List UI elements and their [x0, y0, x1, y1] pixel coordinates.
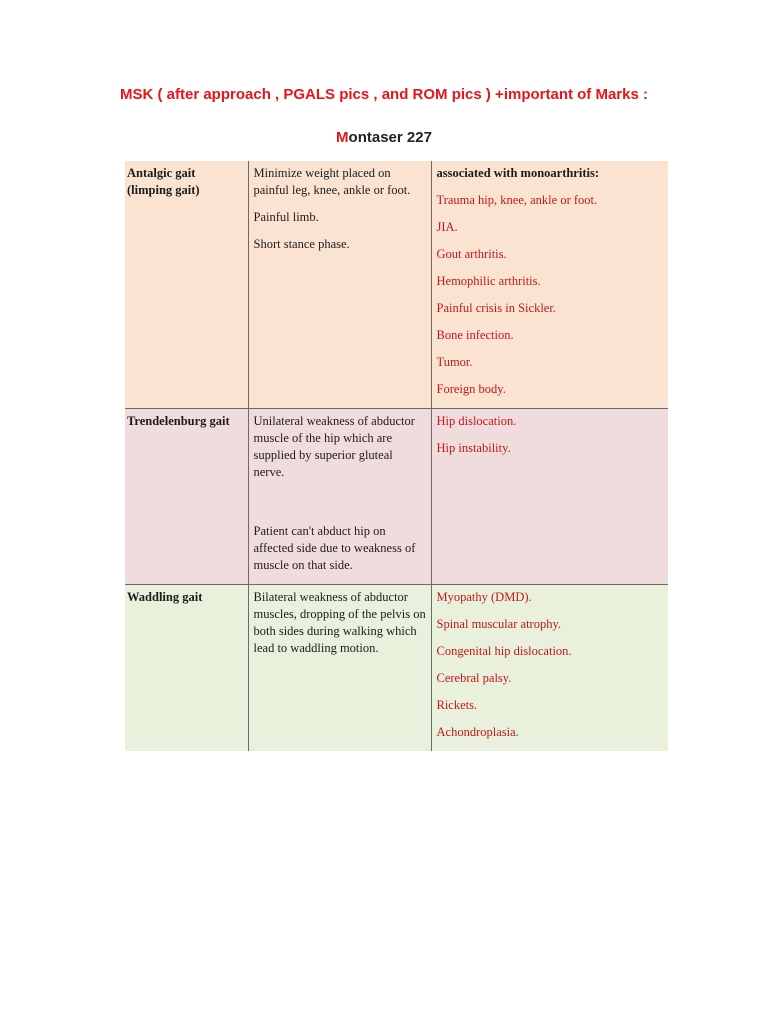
spacer: [254, 491, 427, 523]
cause-item: Foreign body.: [436, 382, 506, 396]
causes-cell: [431, 585, 668, 752]
cause-item: Bone infection.: [436, 328, 514, 342]
cause-item: Hip dislocation.: [436, 414, 517, 428]
cause-item: Trauma hip, knee, ankle or foot.: [436, 193, 598, 207]
cause-item: Achondroplasia.: [436, 725, 519, 739]
description-text: Unilateral weakness of abductor muscle of the hip which are supplied by superior gluteal nerve.: [253, 414, 415, 479]
description-cell: [248, 161, 431, 409]
gait-name-cell: [125, 585, 248, 752]
description-cell: [248, 409, 431, 585]
gait-name: Trendelenburg gait: [127, 414, 230, 428]
cause-item: Congenital hip dislocation.: [436, 644, 572, 658]
cause-item: Spinal muscular atrophy.: [436, 617, 562, 631]
cause-item: Myopathy (DMD).: [436, 590, 532, 604]
subtitle-rest: ontaser 227: [348, 129, 432, 146]
subtitle-first-letter: M: [336, 129, 349, 146]
cause-item: Hip instability.: [436, 441, 511, 455]
cause-item: Hemophilic arthritis.: [436, 274, 541, 288]
gait-name: Antalgic gait (limping gait): [127, 166, 200, 197]
gait-name-cell: [125, 161, 248, 409]
description-text: Minimize weight placed on painful leg, knee, ankle or foot.: [253, 166, 411, 197]
associated-header: associated with monoarthritis:: [436, 166, 599, 180]
cause-item: Painful crisis in Sickler.: [436, 301, 556, 315]
description-text: Painful limb.: [253, 210, 319, 224]
table-row-antalgic: [125, 161, 668, 409]
description-text: Bilateral weakness of abductor muscles, dropping of the pelvis on both sides during walking which lead to waddling motion.: [253, 590, 426, 655]
gait-name-cell: [125, 409, 248, 585]
cause-item: Gout arthritis.: [436, 247, 507, 261]
description-text: Short stance phase.: [253, 237, 350, 251]
gait-table: [125, 161, 668, 751]
description-text: Patient can't abduct hip on affected side due to weakness of muscle on that side.: [253, 524, 416, 572]
cause-item: Tumor.: [436, 355, 473, 369]
causes-cell: [431, 409, 668, 585]
table-row-waddling: [125, 585, 668, 752]
description-cell: [248, 585, 431, 752]
cause-item: JIA.: [436, 220, 458, 234]
cause-item: Cerebral palsy.: [436, 671, 512, 685]
gait-name: Waddling gait: [127, 590, 203, 604]
page-title: MSK ( after approach , PGALS pics , and ROM pics ) +important of Marks :: [120, 86, 648, 103]
causes-cell: [431, 161, 668, 409]
page-subtitle: [0, 129, 768, 146]
cause-item: Rickets.: [436, 698, 478, 712]
table-row-trendelenburg: [125, 409, 668, 585]
